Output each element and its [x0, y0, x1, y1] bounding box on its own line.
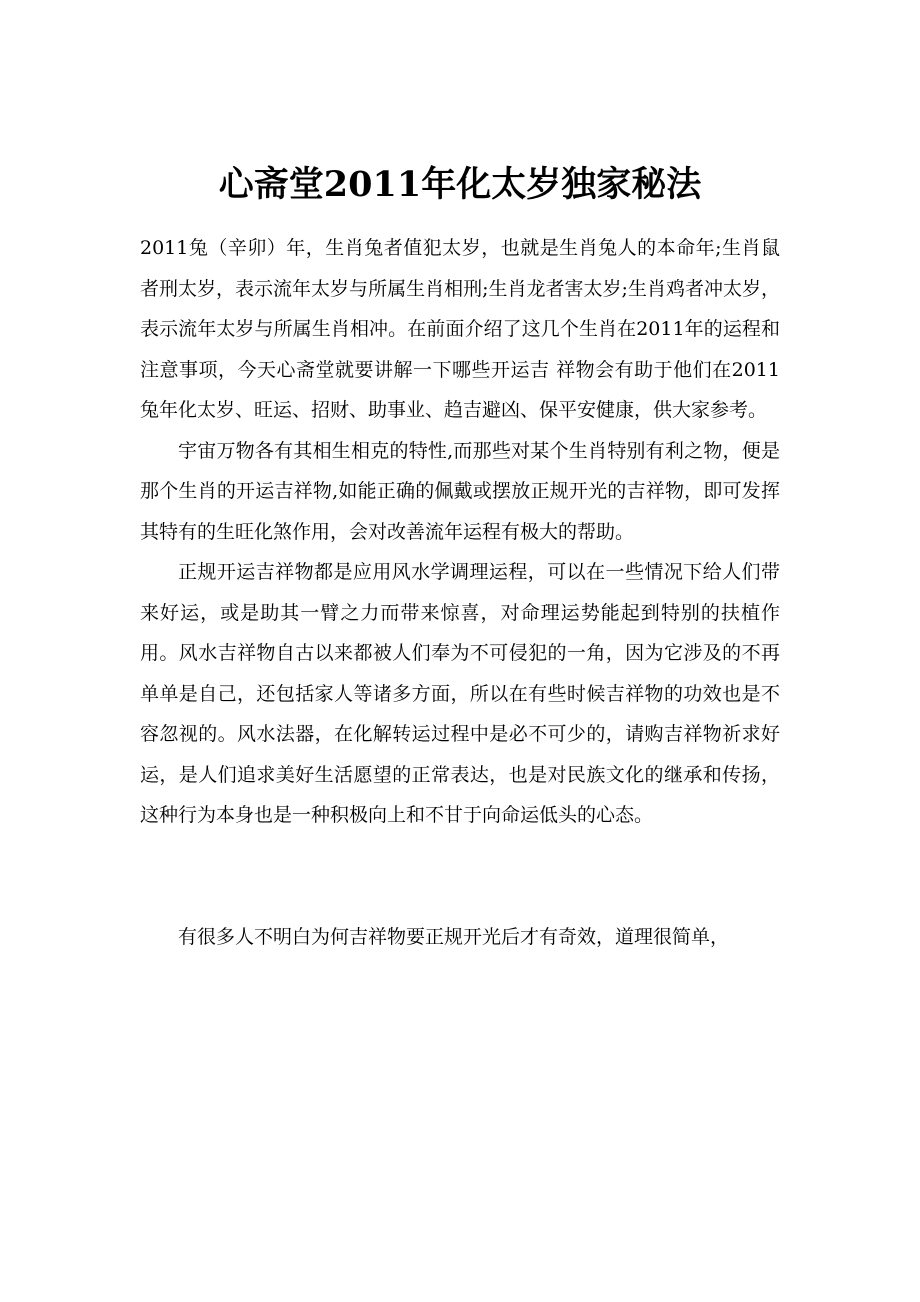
paragraph-intro: 2011兔（辛卯）年，生肖兔者值犯太岁，也就是生肖兔人的本命年;生肖鼠者刑太岁，表示流年太岁与所属生肖相刑;生肖龙者害太岁;生肖鸡者冲太岁，表示流年太岁与所属生肖相冲。在前面介绍了这几个生肖在2011年的运程和注意事项，今天心斋堂就要讲解一下哪些开运吉 祥物会有助于他们在2011兔年化太岁、旺运、招财、助事业、趋吉避凶、保平安健康，供大家参考。 — [140, 237, 780, 421]
paragraph-spacer — [140, 836, 780, 917]
paragraph-fengshui-role: 正规开运吉祥物都是应用风水学调理运程，可以在一些情况下给人们带来好运，或是助其一臂之力而带来惊喜，对命理运势能起到特别的扶植作用。风水吉祥物自古以来都被人们奉为不可侵犯的一角，因为它涉及的不再单单是自己，还包括家人等诸多方面，所以在有些时候吉祥物的功效也是不容忽视的。风水法器，在化解转运过程中是必不可少的，请购吉祥物祈求好运，是人们追求美好生活愿望的正常表达，也是对民族文化的继承和传扬，这种行为本身也是一种积极向上和不甘于向命运低头的心态。 — [140, 561, 780, 826]
paragraph-consecration: 有很多人不明白为何吉祥物要正规开光后才有奇效，道理很简单， — [178, 925, 730, 948]
document-body — [140, 228, 780, 957]
document-title: 心斋堂2011年化太岁独家秘法 — [218, 164, 702, 205]
paragraph-mascot-properties: 宇宙万物各有其相生相克的特性,而那些对某个生肖特别有利之物，便是那个生肖的开运吉祥物,如能正确的佩戴或摆放正规开光的吉祥物，即可发挥其特有的生旺化煞作用，会对改善流年运程有极大的帮助。 — [140, 439, 780, 543]
